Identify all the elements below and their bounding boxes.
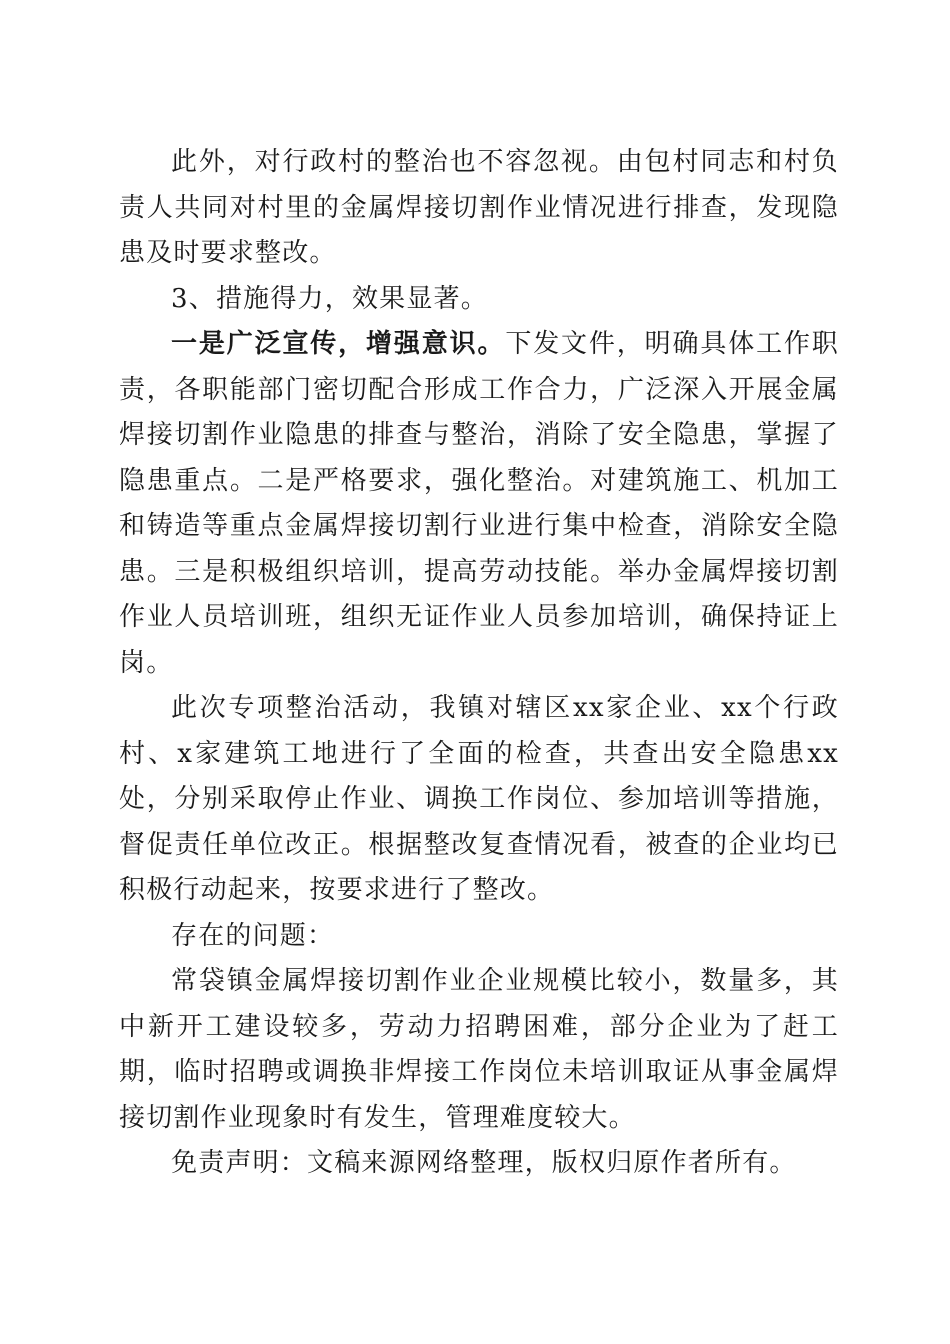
paragraph-text: 免责声明：文稿来源网络整理，版权归原作者所有。: [171, 1148, 797, 1178]
paragraph-measures-heading: [119, 277, 839, 323]
paragraph-village-rectification: [119, 140, 839, 277]
paragraph-measures-detail: [119, 322, 839, 686]
paragraph-text: 下发文件，明确具体工作职责，各职能部门密切配合形成工作合力，广泛深入开展金属焊接切割作业隐患的排查与整治，消除了安全隐患，掌握了隐患重点。二是严格要求，强化整治。对建筑施工、机加工和铸造等重点金属焊接切割行业进行集中检查，消除安全隐患。三是积极组织培训，提高劳动技能。举办金属焊接切割作业人员培训班，组织无证作业人员参加培训，确保持证上岗。: [119, 329, 839, 678]
paragraph-disclaimer: [119, 1141, 839, 1187]
paragraph-text: 3、措施得力，效果显著。: [171, 283, 488, 314]
paragraph-campaign-results: [119, 686, 839, 914]
paragraph-text: 常袋镇金属焊接切割作业企业规模比较小，数量多，其中新开工建设较多，劳动力招聘困难，部分企业为了赶工期，临时招聘或调换非焊接工作岗位未培训取证从事金属焊接切割作业现象时有发生，管理难度较大。: [119, 966, 839, 1133]
paragraph-text: 存在的问题：: [171, 920, 335, 951]
paragraph-text: 此次专项整治活动，我镇对辖区xx家企业、xx个行政村、x家建筑工地进行了全面的检查，共查出安全隐患xx处，分别采取停止作业、调换工作岗位、参加培训等措施，督促责任单位改正。根据整改复查情况看，被查的企业均已积极行动起来，按要求进行了整改。: [119, 693, 839, 905]
paragraph-text: 此外，对行政村的整治也不容忽视。由包村同志和村负责人共同对村里的金属焊接切割作业情况进行排查，发现隐患及时要求整改。: [119, 147, 839, 268]
paragraph-issues-detail: [119, 959, 839, 1141]
document-body: [119, 140, 839, 1187]
paragraph-issues-heading: [119, 914, 839, 960]
paragraph-lead: 一是广泛宣传，增强意识。: [171, 329, 506, 359]
